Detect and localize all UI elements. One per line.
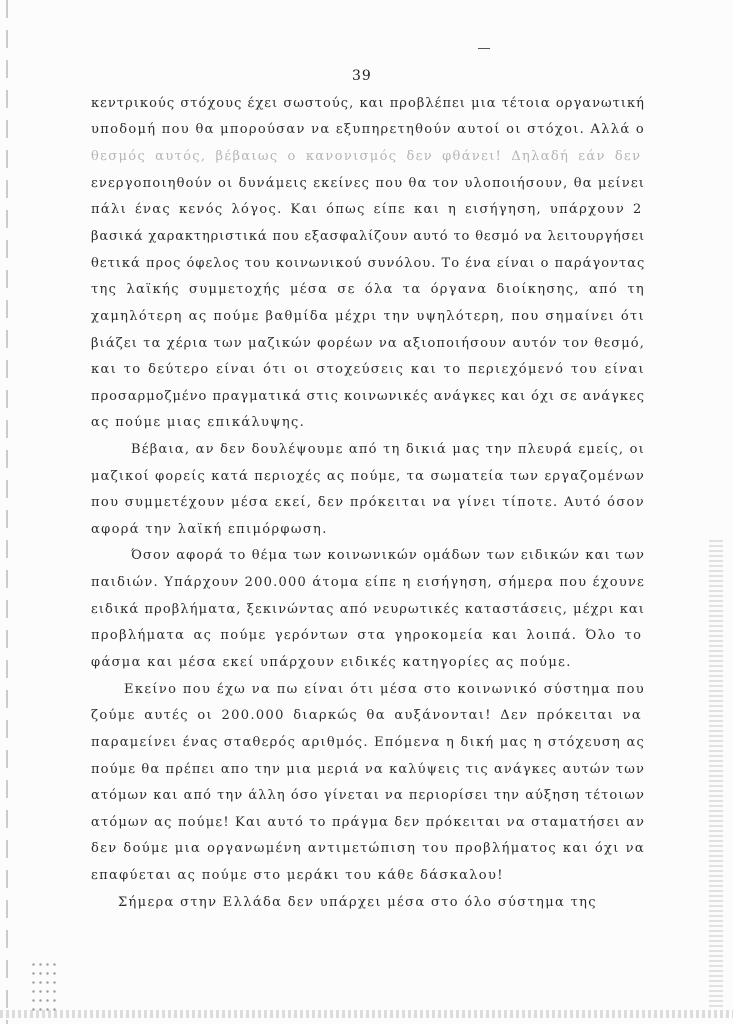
scan-noise — [30, 960, 60, 1015]
text-line: Εκείνο που έχω να πω είναι ότι μέσα στο κοινωνικό σύστημα που — [124, 682, 645, 697]
text-line: βασικά χαρακτηριστικά που εξασφαλίζουν αυτό το θεσμό να λειτουργήσει — [91, 229, 645, 244]
text-line: παιδιών. Υπάρχουν 200.000 άτομα είπε η εισήγηση, σήμερα που έχουνε — [91, 575, 646, 590]
text-line: χαμηλότερη ας πούμε βαθμίδα μέχρι την υψηλότερη, που σημαίνει ότι — [91, 309, 645, 324]
text-line: και το δεύτερο είναι ότι οι στοχεύσεις και το περιεχόμενό του είναι — [91, 362, 645, 377]
scan-bottom-edge — [0, 1010, 733, 1018]
text-line: που συμμετέχουν μέσα εκεί, δεν πρόκειται να γίνει τίποτε. Αυτό όσον — [91, 495, 645, 510]
text-line: κεντρικούς στόχους έχει σωστούς, και προβλέπει μια τέτοια οργανωτική — [91, 96, 645, 111]
text-line: ας πούμε μιας επικάλυψης. — [91, 415, 306, 430]
text-line: θεσμός αυτός, βέβαιως ο κανονισμός δεν φθάνει! Δηλαδή εάν δεν — [91, 149, 642, 164]
scan-right-edge — [709, 540, 723, 1010]
text-line: προβλήματα ας πούμε γερόντων στα γηροκομεία και λοιπά. Όλο το — [91, 628, 643, 643]
text-line: της λαϊκής συμμετοχής μέσα σε όλα τα όργανα διοίκησης, από τη — [91, 282, 645, 297]
text-line: μαζικοί φορείς κατά περιοχές ας πούμε, τα σωματεία των εργαζομένων — [91, 469, 645, 484]
text-line: Όσον αφορά το θέμα των κοινωνικών ομάδων των ειδικών και των — [131, 548, 645, 563]
text-line: αφορά την λαϊκή επιμόρφωση. — [91, 522, 328, 537]
text-line: θετικά προς όφελος του κοινωνικού συνόλου. Το ένα είναι ο παράγοντας — [91, 256, 646, 271]
text-line: ενεργοποιηθούν οι δυνάμεις εκείνες που θα τον υλοποιήσουν, θα μείνει — [91, 176, 646, 191]
text-line: ειδικά προβλήματα, ξεκινώντας από νευρωτικές καταστάσεις, μέχρι και — [91, 602, 645, 617]
page-number: 39 — [352, 68, 372, 84]
text-line: ατόμων και από την άλλη όσο γίνεται να περιορίσει την αύξηση τέτοιων — [91, 788, 645, 803]
text-line: δεν δούμε μια οργανωμένη αντιμετώπιση του προβλήματος και όχι να — [91, 841, 645, 856]
text-line: φάσμα και μέσα εκεί υπάρχουν ειδικές κατηγορίες ας πούμε. — [91, 655, 572, 670]
text-line: ατόμων ας πούμε! Και αυτό το πράγμα δεν πρόκειται να σταματήσει αν — [91, 815, 646, 830]
text-line: προσαρμοζμένο πραγματικά στις κοινωνικές ανάγκες και όχι σε ανάγκες — [91, 389, 645, 404]
text-line: επαφύεται ας πούμε στο μεράκι του κάθε δάσκαλου! — [91, 868, 504, 883]
text-line: πάλι ένας κενός λόγος. Και όπως είπε και η εισήγηση, υπάρχουν 2 — [91, 202, 643, 217]
text-line: υποδομή που θα μπορούσαν να εξυπηρετηθούν αυτοί οι στόχοι. Αλλά ο — [91, 122, 646, 137]
scan-mark — [478, 48, 490, 49]
text-line: ζούμε αυτές οι 200.000 διαρκώς θα αυξάνονται! Δεν πρόκειται να — [91, 708, 642, 723]
text-line: Σήμερα στην Ελλάδα δεν υπάρχει μέσα στο όλο σύστημα της — [118, 895, 597, 910]
text-line: πούμε θα πρέπει απο την μια μεριά να καλύψεις τις ανάγκες αυτών των — [91, 762, 645, 777]
scan-left-edge — [6, 0, 8, 1024]
text-line: βιάζει τα χέρια των μαζικών φορέων να αξιοποιήσουν αυτόν τον θεσμό, — [91, 336, 645, 351]
text-line: παραμείνει ένας σταθερός αριθμός. Επόμενα η δική μας η στόχευση ας — [91, 735, 646, 750]
text-line: Βέβαια, αν δεν δουλέψουμε από τη δικιά μας την πλευρά εμείς, οι — [131, 442, 645, 457]
